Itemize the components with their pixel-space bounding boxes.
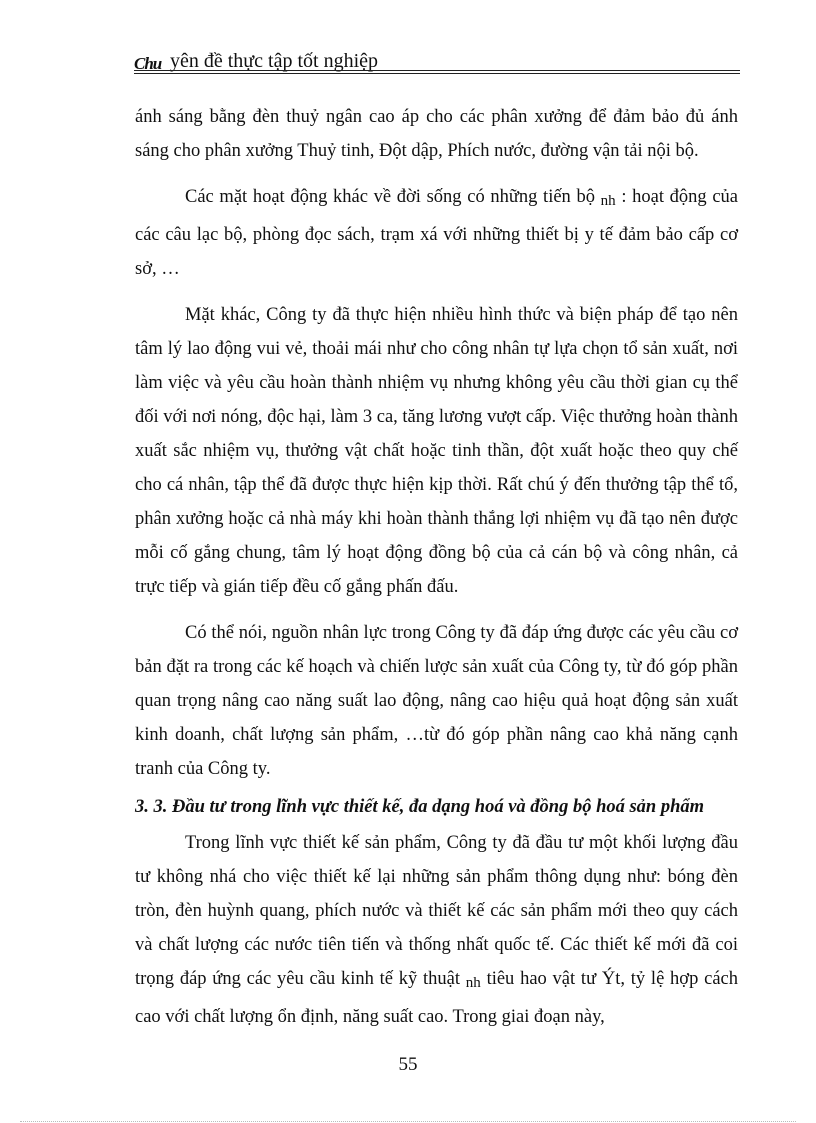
header-rule-secondary xyxy=(134,73,740,74)
bottom-dotted-rule xyxy=(20,1121,796,1122)
paragraph-3: Mặt khác, Công ty đã thực hiện nhiều hình thức và biện pháp để tạo nên tâm lý lao động vui vẻ, thoải mái như cho công nhân tự lựa chọn tổ sản xuất, nơi làm việc và yêu cầu hoàn thành nhiệm vụ nhưng không yêu cầu thời gian cụ thể đối với nơi nóng, độc hại, làm 3 ca, tăng lương vượt cấp. Việc thưởng hoàn thành xuất sắc nhiệm vụ, thưởng vật chất hoặc tinh thần, đột xuất hoặc theo quy chế cho cá nhân, tập thể đã được thực hiện kịp thời. Rất chú ý đến thưởng tập thể tổ, phân xưởng hoặc cả nhà máy khi hoàn thành thắng lợi nhiệm vụ đã tạo nên được mỗi cố gắng chung, tâm lý hoạt động đồng bộ của cả cán bộ và công nhân, cả trực tiếp và gián tiếp đều cố gắng phấn đấu. xyxy=(135,305,738,597)
header-logo: Chu xyxy=(134,54,162,73)
paragraph-2-part-b: : hoạt động của các câu lạc bộ, phòng đọc sách, trạm xá với những thiết bị y tế đảm bảo cấp cơ sở, … xyxy=(135,187,738,279)
document-body xyxy=(135,100,738,1034)
paragraph-5 xyxy=(135,826,738,1034)
paragraph-2-subscript: nh xyxy=(600,193,616,209)
paragraph-5-part-b: tiêu hao vật tư Ýt, tỷ lệ hợp cách cao với chất lượng ổn định, năng suất cao. Trong giai đoạn này, xyxy=(135,969,738,1027)
paragraph-2-part-a: Các mặt hoạt động khác về đời sống có những tiến bộ xyxy=(185,187,595,207)
paragraph-4: Có thể nói, nguồn nhân lực trong Công ty đã đáp ứng được các yêu cầu cơ bản đặt ra trong các kế hoạch và chiến lược sản xuất của Công ty, từ đó góp phần quan trọng nâng cao năng suất lao động, nâng cao hiệu quả hoạt động sản xuất kinh doanh, chất lượng sản phẩm, …từ đó góp phần nâng cao khả năng cạnh tranh của Công ty. xyxy=(135,623,738,779)
paragraph-5-part-a: Trong lĩnh vực thiết kế sản phẩm, Công ty đã đầu tư một khối lượng đầu tư không nhá cho việc thiết kế lại những sản phẩm thông dụng như: bóng đèn tròn, đèn huỳnh quang, phích nước và thiết kế các sản phẩm mới theo quy cách và chất lượng các nước tiên tiến và thống nhất quốc tế. Các thiết kế mới đã coi trọng đáp ứng các yêu cầu kinh tế kỹ thuật xyxy=(135,833,738,989)
page-header xyxy=(134,48,740,74)
header-rule xyxy=(134,70,740,71)
section-heading: 3. 3. Đầu tư trong lĩnh vực thiết kế, đa dạng hoá và đồng bộ hoá sản phẩm xyxy=(135,797,705,817)
paragraph-5-subscript: nh xyxy=(465,975,481,991)
header-title: yên đề thực tập tốt nghiệp xyxy=(170,50,379,72)
paragraph-1: ánh sáng bằng đèn thuỷ ngân cao áp cho các phân xưởng để đảm bảo đủ ánh sáng cho phân xưởng Thuỷ tinh, Đột dập, Phích nước, đường vận tải nội bộ. xyxy=(135,107,738,161)
paragraph-2 xyxy=(135,180,738,286)
page-number: 55 xyxy=(398,1054,418,1075)
